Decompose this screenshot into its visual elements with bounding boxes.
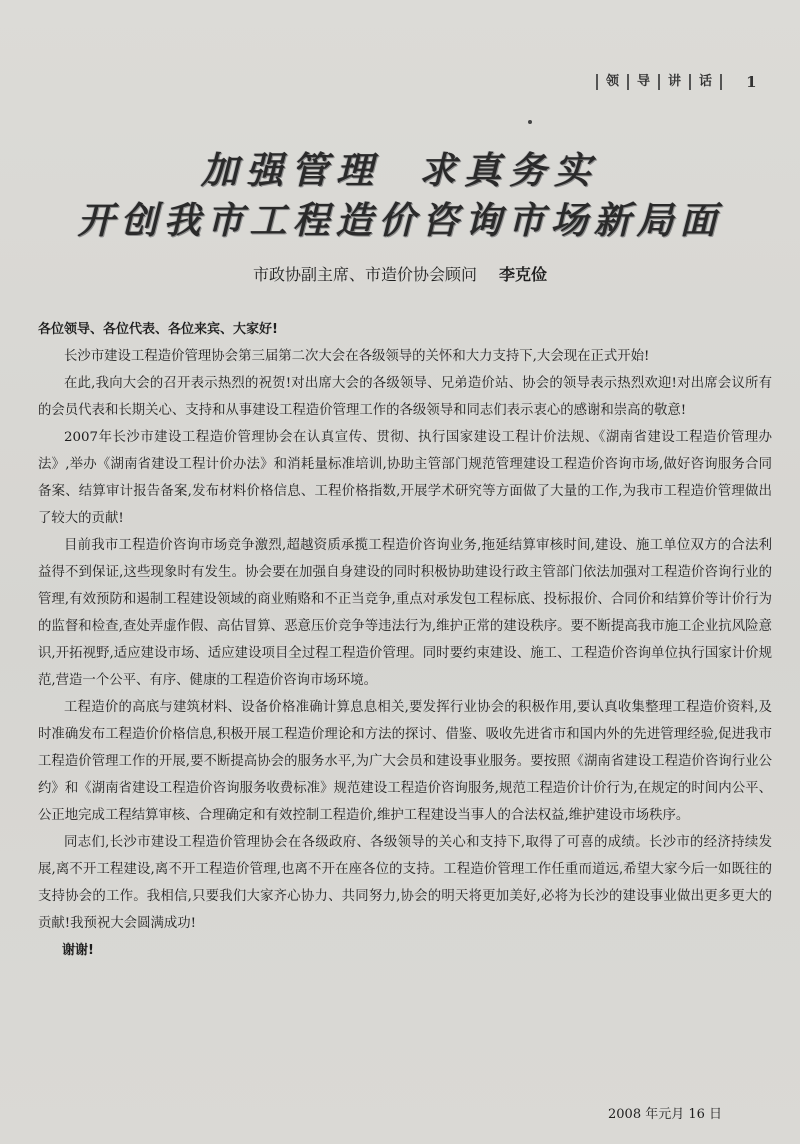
section-tag: 话 bbox=[689, 74, 722, 90]
author-line bbox=[0, 262, 800, 285]
speech-body bbox=[38, 316, 772, 964]
title-phrase-2: 求真务实 bbox=[419, 148, 599, 192]
title-line-1 bbox=[0, 140, 800, 194]
greeting: 各位领导、各位代表、各位来宾、大家好! bbox=[38, 322, 278, 337]
section-tag: 讲 bbox=[658, 74, 689, 90]
paragraph: 2007年长沙市建设工程造价管理协会在认真宣传、贯彻、执行国家建设工程计价法规、《湖南省建设工程造价管理办法》,举办《湖南省建设工程计价办法》和消耗量标准培训,协助主管部门规范管理建设工程造价咨询市场,做好咨询服务合同备案、结算审计报告备案,发布材料价格信息、工程价格指数,开展学术研究等方面做了大量的工作,为我市工程造价管理做出了较大的贡献! bbox=[38, 430, 772, 526]
title-line-2: 开创我市工程造价咨询市场新局面 bbox=[77, 198, 723, 242]
closing-thanks: 谢谢! bbox=[62, 943, 94, 958]
paragraph: 工程造价的高底与建筑材料、设备价格准确计算息息相关,要发挥行业协会的积极作用,要认真收集整理工程造价资料,及时准确发布工程造价价格信息,积极开展工程造价理论和方法的探讨、借鉴、吸收先进省市和国内外的先进管理经验,促进我市工程造价管理工作的开展,要不断提高协会的服务水平,为广大会员和建设事业服务。要按照《湖南省建设工程造价咨询行业公约》和《湖南省建设工程造价咨询服务收费标准》规范建设工程造价咨询服务,规范工程造价计价行为,在规定的时间内公平、公正地完成工程结算审核、合理确定和有效控制工程造价,维护工程建设当事人的合法权益,维护建设市场秩序。 bbox=[38, 700, 772, 823]
paragraph: 在此,我向大会的召开表示热烈的祝贺!对出席大会的各级领导、兄弟造价站、协会的领导表示热烈欢迎!对出席会议所有的会员代表和长期关心、支持和从事建设工程造价管理工作的各级领导和同志们表示衷心的感谢和崇高的敬意! bbox=[38, 376, 772, 418]
speck-mark bbox=[528, 120, 532, 124]
title-phrase-1: 加强管理 bbox=[201, 148, 381, 192]
speech-date: 2008 年元月 16 日 bbox=[608, 1107, 723, 1122]
page-number: 1 bbox=[746, 73, 757, 91]
section-tag: 导 bbox=[627, 74, 658, 90]
author-name: 李克俭 bbox=[499, 265, 548, 284]
paragraph: 长沙市建设工程造价管理协会第三届第二次大会在各级领导的关怀和大力支持下,大会现在正式开始! bbox=[64, 349, 650, 364]
section-tags bbox=[596, 74, 722, 90]
section-tag: 领 bbox=[596, 74, 627, 90]
author-role: 市政协副主席、市造价协会顾问 bbox=[252, 265, 477, 284]
page-header bbox=[596, 73, 757, 91]
paragraph: 目前我市工程造价咨询市场竞争激烈,超越资质承揽工程造价咨询业务,拖延结算审核时间,建设、施工单位双方的合法利益得不到保证,这些现象时有发生。协会要在加强自身建设的同时积极协助建设行政主管部门依法加强对工程造价咨询行业的管理,有效预防和遏制工程建设领域的商业贿赂和不正当竞争,重点对承发包工程标底、投标报价、合同价和结算价等计价行为的监督和检查,查处弄虚作假、高估冒算、恶意压价竞争等违法行为,维护正常的建设秩序。要不断提高我市施工企业抗风险意识,开拓视野,适应建设市场、适应建设项目全过程工程造价管理。同时要约束建设、施工、工程造价咨询单位执行国家计价规范,营造一个公平、有序、健康的工程造价咨询市场环境。 bbox=[38, 538, 772, 688]
paragraph: 同志们,长沙市建设工程造价管理协会在各级政府、各级领导的关心和支持下,取得了可喜的成绩。长沙市的经济持续发展,离不开工程建设,离不开工程造价管理,也离不开在座各位的支持。工程造价管理工作任重而道远,希望大家今后一如既往的支持协会的工作。我相信,只要我们大家齐心协力、共同努力,协会的明天将更加美好,必将为长沙的建设事业做出更多更大的贡献!我预祝大会圆满成功! bbox=[38, 835, 772, 931]
